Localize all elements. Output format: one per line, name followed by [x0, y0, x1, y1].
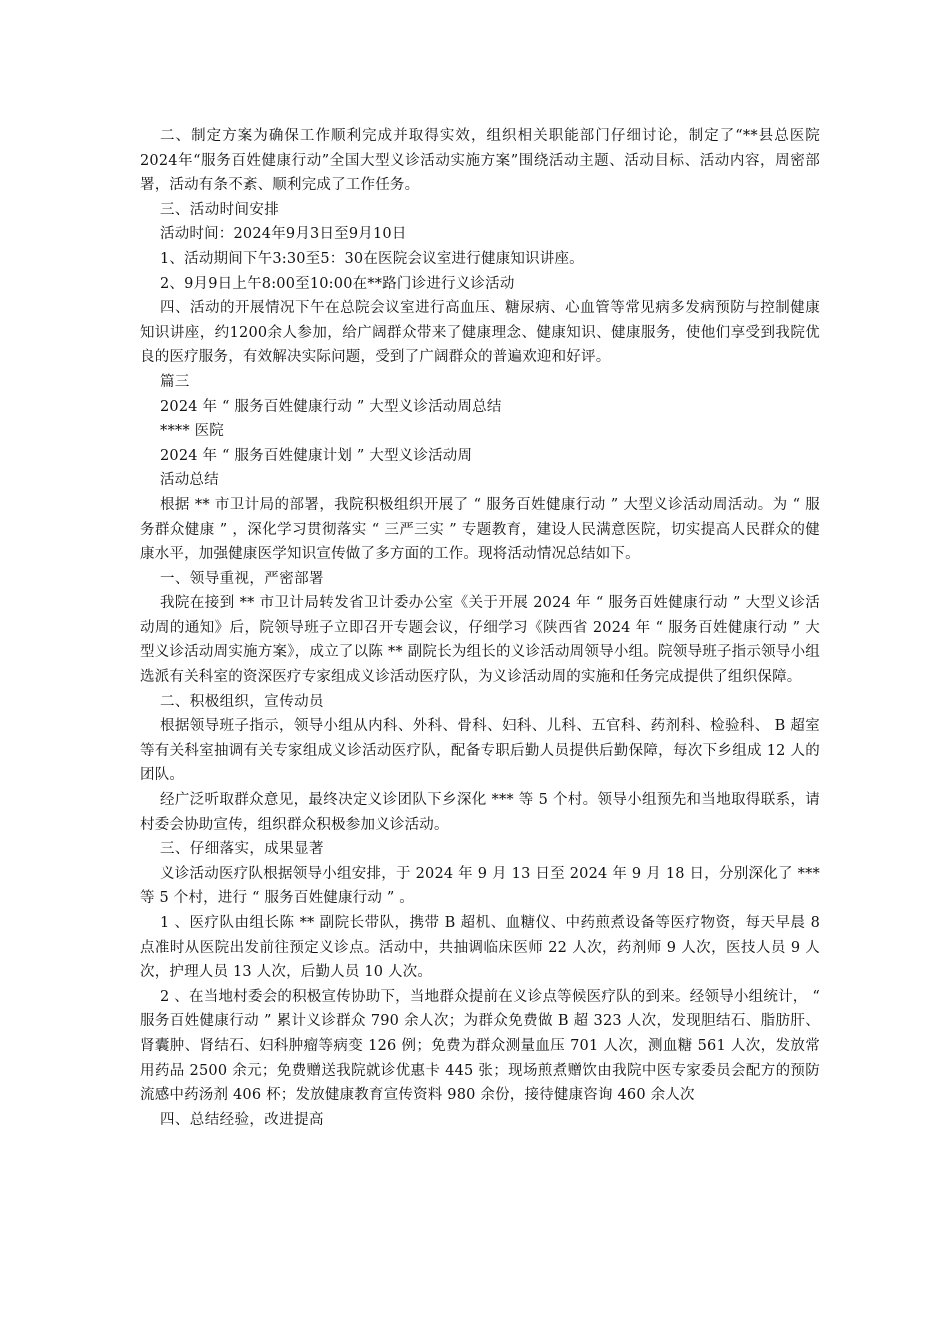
paragraph-intro: 根据 ** 市卫计局的部署，我院积极组织开展了 “ 服务百姓健康行动 ” 大型义诊活动周活动。为 “ 服务群众健康 ” ，深化学习贯彻落实 “ 三严三实 ” 专题教育，建设人民满意医院，切实提高人民群众的健康水平，加强健康医学知识宣传做了多方面的工作。现将活动情况总结如下。	[140, 496, 820, 563]
paragraph-organization: 根据领导班子指示，领导小组从内科、外科、骨科、妇科、儿科、五官科、药剂科、检验科、 B 超室等有关科室抽调有关专家组成义诊活动医疗队，配备专职后勤人员提供后勤保障，每次下乡组成 12 人的团队。	[140, 718, 820, 784]
heading-organization: 二、积极组织，宣传动员	[160, 693, 324, 710]
paragraph-activity-progress: 四、活动的开展情况下午在总院会议室进行高血压、糖尿病、心血管等常见病多发病预防与控制健康知识讲座，约1200余人参加，给广阔群众带来了健康理念、健康知识、健康服务，使他们享受到我院优良的医疗服务，有效解决实际问题，受到了广阔群众的普遍欢迎和好评。	[140, 300, 820, 366]
article-title: 2024 年 “ 服务百姓健康行动 ” 大型义诊活动周总结	[160, 398, 502, 415]
heading-summary: 四、总结经验，改进提高	[160, 1111, 324, 1128]
heading-schedule: 三、活动时间安排	[160, 201, 280, 218]
article-hospital: **** 医院	[160, 423, 225, 440]
paragraph-schedule-item-2: 2、9月9日上午8:00至10:00在**路门诊进行义诊活动	[160, 275, 515, 292]
paragraph-plan: 二、制定方案为确保工作顺利完成并取得实效，组织相关职能部门仔细讨论，制定了“**县总医院2024年“服务百姓健康行动”全国大型义诊活动实施方案”围绕活动主题、活动目标、活动内容，周密部署，活动有条不紊、顺利完成了工作任务。	[140, 128, 820, 194]
article-summary-label: 活动总结	[160, 472, 219, 489]
paragraph-leadership: 我院在接到 ** 市卫计局转发省卫计委办公室《关于开展 2024 年 “ 服务百姓健康行动 ” 大型义诊活动周的通知》后，院领导班子立即召开专题会议，仔细学习《陕西省 2024 年 “ 服务百姓健康行动 ” 大型义诊活动周实施方案》，成立了以陈 ** 副院长为组长的义诊活动周领导小组。院领导班子指示领导小组选派有关科室的资深医疗专家组成义诊活动医疗队，为义诊活动周的实施和任务完成提供了组织保障。	[140, 595, 820, 686]
paragraph-schedule-item-1: 1、活动期间下午3:30至5：30在医院会议室进行健康知识讲座。	[160, 250, 584, 267]
paragraph-activity-time: 活动时间：2024年9月3日至9月10日	[160, 226, 407, 243]
section-label-part-three: 篇三	[160, 373, 190, 390]
heading-leadership: 一、领导重视，严密部署	[160, 570, 324, 587]
heading-results: 三、仔细落实，成果显著	[160, 841, 324, 858]
document-body	[140, 124, 820, 1132]
paragraph-results-item-1: 1 、医疗队由组长陈 ** 副院长带队，携带 B 超机、血糖仪、中药煎煮设备等医疗物资，每天早晨 8 点准时从医院出发前往预定义诊点。活动中，共抽调临床医师 22 人次，药剂师 9 人次，医技人员 9 人次，护理人员 13 人次，后勤人员 10 人次。	[140, 915, 820, 981]
article-subtitle: 2024 年 “ 服务百姓健康计划 ” 大型义诊活动周	[160, 447, 473, 464]
paragraph-results-item-2: 2 、在当地村委会的积极宣传协助下，当地群众提前在义诊点等候医疗队的到来。经领导小组统计， “ 服务百姓健康行动 ” 累计义诊群众 790 余人次；为群众免费做 B 超 323 人次，发现胆结石、脂肪肝、肾囊肿、肾结石、妇科肿瘤等病变 126 例；免费为群众测量血压 701 人次，测血糖 561 人次，发放常用药品 2500 余元；免费赠送我院就诊优惠卡 445 张；现场煎煮赠饮由我院中医专家委员会配方的预防流感中药汤剂 406 杯；发放健康教育宣传资料 980 余份，接待健康咨询 460 余人次	[140, 988, 820, 1104]
paragraph-villages: 经广泛听取群众意见，最终决定义诊团队下乡深化 *** 等 5 个村。领导小组预先和当地取得联系，请村委会协助宣传，组织群众积极参加义诊活动。	[140, 792, 820, 833]
paragraph-results-intro: 义诊活动医疗队根据领导小组安排，于 2024 年 9 月 13 日至 2024 年 9 月 18 日，分别深化了 *** 等 5 个村，进行 “ 服务百姓健康行动 ” 。	[140, 865, 820, 907]
